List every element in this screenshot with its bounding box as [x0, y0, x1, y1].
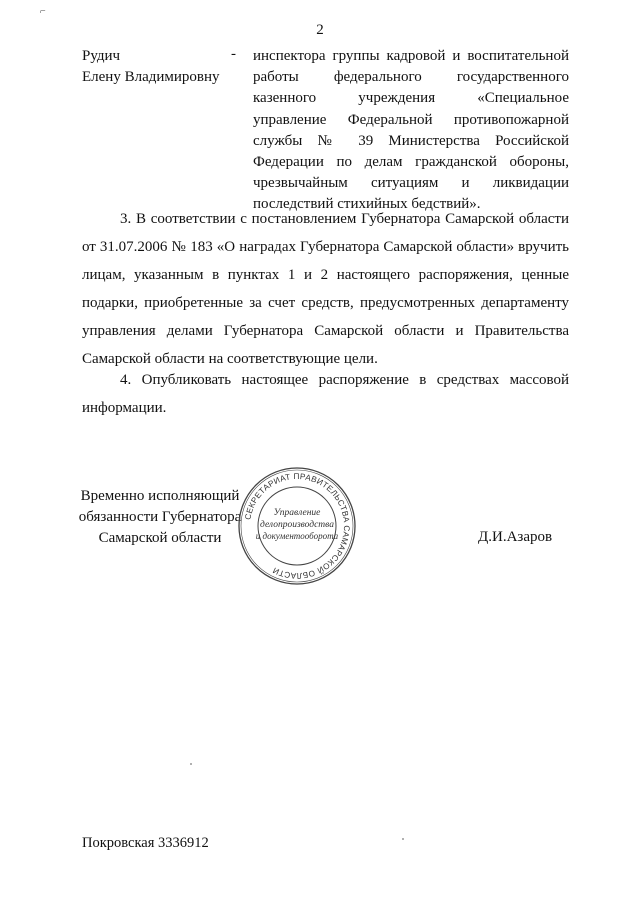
footer-executor: Покровская 3336912 — [82, 835, 209, 851]
signatory-title-line-1: Временно исполняющий — [80, 488, 240, 504]
signatory-title-line-2: обязанности Губернатора — [78, 509, 242, 525]
paragraph-3: 3. В соответствии с постановлением Губернатора Самарской области от 31.07.2006 № 183 «О наградах Губернатора Самарской области» вручить лицам, указанным в пунктах 1 и 2 настоящего распоряжения, ценные подарки, приобретенные за счет средств, предусмотренных департаменту управления делами Губернатора Самарской области и Правительства Самарской области на соответствующие цели. — [82, 211, 569, 367]
scan-speck — [402, 838, 404, 840]
signatory-title — [70, 486, 250, 549]
appointee-surname: Рудич — [82, 48, 121, 64]
stamp-center-line-2: делопроизводства — [260, 520, 334, 530]
scan-speck — [190, 763, 192, 765]
stamp-ring-text: СЕКРЕТАРИАТ ПРАВИТЕЛЬСТВА САМАРСКОЙ ОБЛАСТИ — [243, 471, 352, 581]
appointee-name — [82, 46, 220, 88]
stamp-center-line-1: Управление — [273, 508, 321, 518]
signatory-name: Д.И.Азаров — [478, 529, 553, 545]
official-stamp — [236, 465, 358, 587]
stamp-center-line-3: и документооборота — [255, 531, 339, 541]
corner-mark: ⌐ — [40, 6, 46, 17]
page-number: 2 — [316, 22, 324, 38]
appointee-given-names: Елену Владимировну — [82, 69, 220, 85]
signatory-title-line-3: Самарской области — [98, 530, 222, 546]
appointee-position: инспектора группы кадровой и воспитательной работы федерального государственного казенного учреждения «Специальное управление Федеральной противопожарной службы № 39 Министерства Российской Федерации по делам гражданской обороны, чрезвычайным ситуациям и ликвидации последствий стихийных бедствий». — [253, 48, 569, 213]
appointee-dash: - — [231, 46, 236, 62]
paragraph-4: 4. Опубликовать настоящее распоряжение в средствах массовой информации. — [82, 372, 569, 416]
